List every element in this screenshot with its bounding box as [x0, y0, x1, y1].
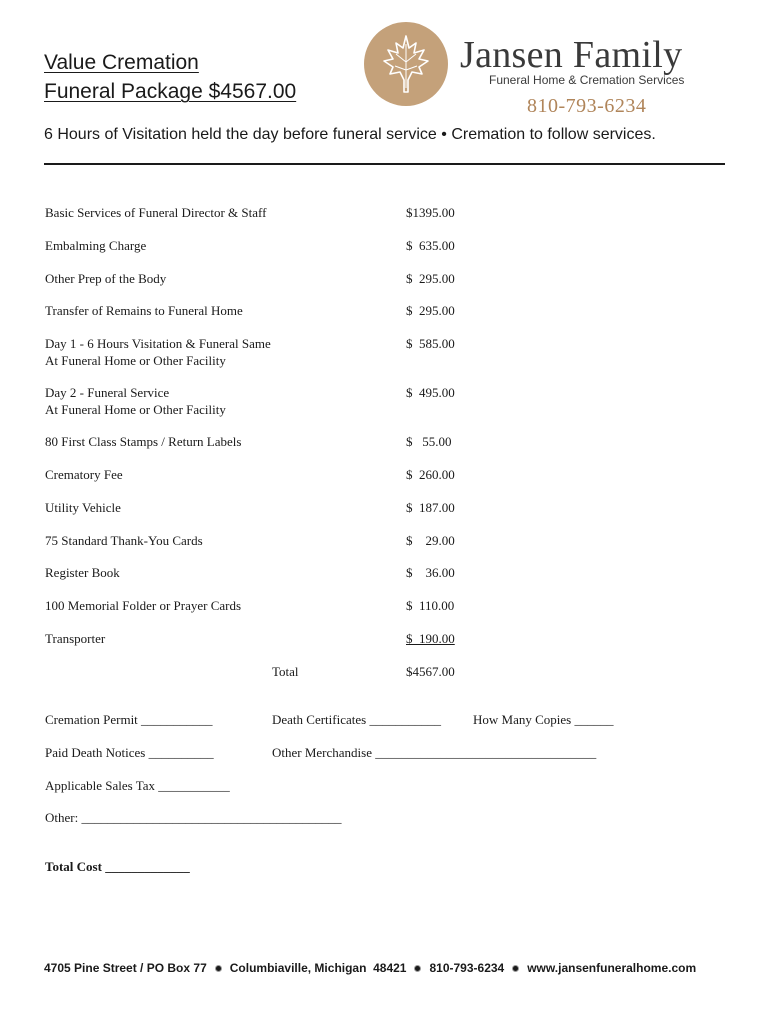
list-item: Transfer of Remains to Funeral Home [45, 303, 243, 318]
brand-subtitle: Funeral Home & Cremation Services [489, 73, 685, 87]
list-item: 75 Standard Thank-You Cards [45, 533, 203, 548]
title-line-2: Funeral Package $4567.00 [44, 80, 297, 103]
bullet-icon [215, 965, 222, 972]
divider [44, 163, 725, 165]
footer-city: Columbiaville, Michigan 48421 [229, 961, 407, 975]
list-item: Other Prep of the Body [45, 271, 167, 286]
list-item: Register Book [45, 565, 120, 580]
list-item: 80 First Class Stamps / Return Labels [45, 434, 242, 449]
footer-phone: 810-793-6234 [429, 961, 505, 975]
title-line-1: Value Cremation [44, 51, 199, 74]
maple-leaf-icon [364, 22, 448, 106]
bullet-icon [512, 965, 519, 972]
item-amount: $ 635.00 [406, 238, 455, 253]
total-cost-field[interactable]: Total Cost _____________ [45, 859, 190, 874]
other-field[interactable]: Other: ________________________________________ [45, 810, 342, 825]
bullet-icon [414, 965, 421, 972]
cremation-permit-field[interactable]: Cremation Permit ___________ [45, 712, 213, 727]
list-item: Utility Vehicle [45, 500, 121, 515]
item-amount: $ 110.00 [406, 598, 455, 613]
item-amount: $ 295.00 [406, 303, 455, 318]
footer [44, 961, 696, 975]
list-item: Basic Services of Funeral Director & Staff [45, 205, 267, 220]
tagline: 6 Hours of Visitation held the day before funeral service • Cremation to follow services. [44, 126, 656, 143]
list-item: Day 1 - 6 Hours Visitation & Funeral Same At Funeral Home or Other Facility [45, 336, 271, 368]
item-amount: $ 190.00 [406, 631, 455, 646]
list-item: Transporter [45, 631, 106, 646]
list-item: Embalming Charge [45, 238, 147, 253]
brand-phone: 810-793-6234 [527, 95, 647, 117]
package-title [44, 48, 296, 106]
total-label: Total [272, 664, 299, 679]
logo [364, 22, 448, 106]
item-amount: $1395.00 [406, 205, 455, 220]
list-item: Day 2 - Funeral Service At Funeral Home or Other Facility [45, 385, 226, 417]
total-amount: $4567.00 [406, 664, 455, 679]
item-amount: $ 29.00 [406, 533, 455, 548]
brand-name: Jansen Family [460, 34, 683, 76]
item-amount: $ 585.00 [406, 336, 455, 351]
death-notices-field[interactable]: Paid Death Notices __________ [45, 745, 214, 760]
other-merchandise-field[interactable]: Other Merchandise __________________________________ [272, 745, 597, 760]
item-amount: $ 260.00 [406, 467, 455, 482]
item-amount: $ 55.00 [406, 434, 452, 449]
item-amount: $ 295.00 [406, 271, 455, 286]
copies-field[interactable]: How Many Copies ______ [473, 712, 614, 727]
item-amount: $ 187.00 [406, 500, 455, 515]
item-amount: $ 495.00 [406, 385, 455, 400]
sales-tax-field[interactable]: Applicable Sales Tax ___________ [45, 778, 230, 793]
list-item: 100 Memorial Folder or Prayer Cards [45, 598, 242, 613]
footer-website[interactable]: www.jansenfuneralhome.com [527, 961, 697, 975]
item-amount: $ 36.00 [406, 565, 455, 580]
footer-address: 4705 Pine Street / PO Box 77 [44, 961, 207, 975]
death-certificates-field[interactable]: Death Certificates ___________ [272, 712, 441, 727]
list-item: Crematory Fee [45, 467, 123, 482]
